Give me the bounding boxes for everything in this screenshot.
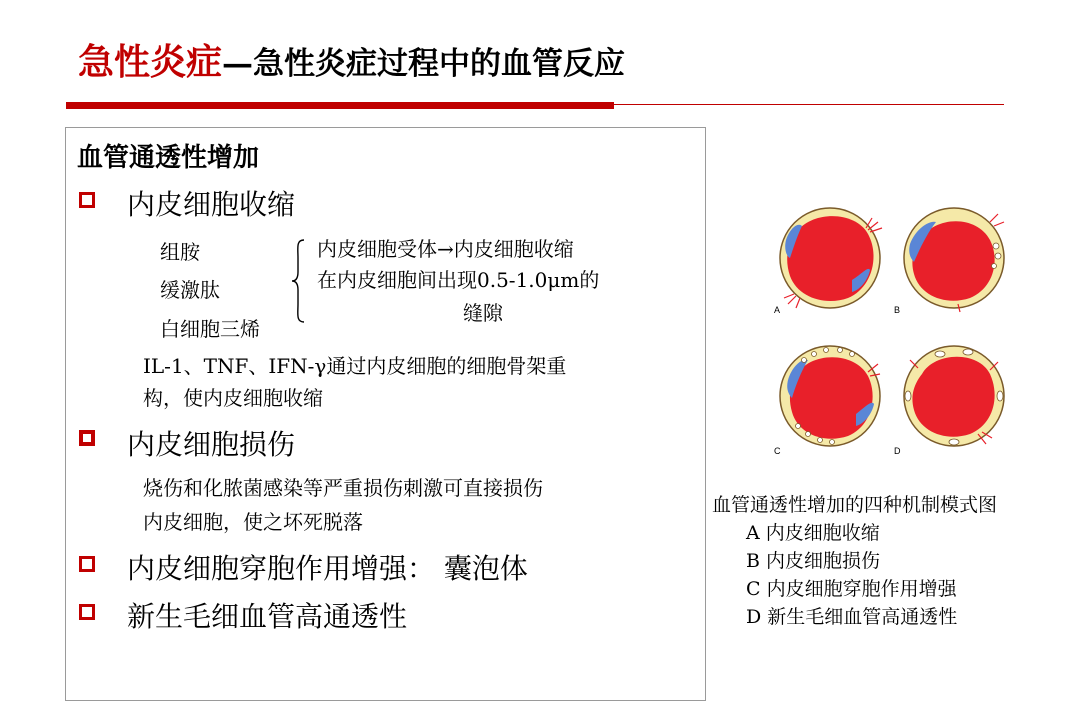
title-rule-thin — [614, 104, 1004, 105]
figure-caption-item-c: C 内皮细胞穿胞作用增强 — [746, 578, 957, 600]
panel-label-a: A — [774, 305, 781, 315]
panel-a-diagram — [774, 208, 882, 315]
mediator-histamine: 组胺 — [160, 240, 200, 264]
injury-note-line-2: 内皮细胞，使之坏死脱落 — [143, 510, 363, 534]
panel-label-b: B — [894, 305, 901, 315]
vessel-mechanisms-figure — [768, 200, 1028, 462]
figure-caption-item-b: B 内皮细胞损伤 — [746, 550, 881, 572]
injury-note-line-1: 烧伤和化脓菌感染等严重损伤刺激可直接损伤 — [143, 476, 543, 500]
panel-d-diagram — [894, 346, 1004, 456]
panel-label-c: C — [774, 446, 781, 456]
bullet-new-capillaries: 新生毛细血管高通透性 — [127, 600, 408, 633]
bullet-transcytosis: 内皮细胞穿胞作用增强： 囊泡体 — [127, 552, 528, 585]
panel-c-diagram — [774, 346, 880, 456]
figure-caption-item-d: D 新生毛细血管高通透性 — [746, 606, 958, 628]
title-rule-thick — [66, 102, 614, 109]
cytokine-note-line-1: IL-1、TNF、IFN-γ通过内皮细胞的细胞骨架重 — [143, 354, 567, 378]
bullet-square-icon — [79, 430, 95, 446]
bullet-endothelial-contraction: 内皮细胞收缩 — [127, 188, 296, 221]
bullet-square-icon — [79, 604, 95, 620]
cytokine-note-line-2: 构，使内皮细胞收缩 — [143, 386, 323, 410]
curly-brace-icon — [290, 238, 310, 324]
figure-caption-title: 血管通透性增加的四种机制模式图 — [712, 494, 998, 516]
mediator-leukotriene: 白细胞三烯 — [160, 317, 260, 341]
slide-title — [78, 38, 625, 88]
bullet-endothelial-injury: 内皮细胞损伤 — [127, 428, 296, 461]
title-subtitle: —急性炎症过程中的血管反应 — [222, 46, 626, 82]
bullet-square-icon — [79, 556, 95, 572]
figure-caption-item-a: A 内皮细胞收缩 — [746, 522, 880, 544]
effect-line-2: 在内皮细胞间出现0.5-1.0μm的 — [317, 268, 600, 292]
panel-label-d: D — [894, 446, 901, 456]
effect-line-3: 缝隙 — [463, 301, 503, 325]
panel-b-diagram — [894, 208, 1004, 315]
section-heading: 血管通透性增加 — [77, 143, 260, 173]
mediator-bradykinin: 缓激肽 — [160, 278, 220, 302]
effect-line-1: 内皮细胞受体→内皮细胞收缩 — [317, 237, 574, 261]
bullet-square-icon — [79, 192, 95, 208]
title-main: 急性炎症 — [78, 41, 223, 83]
